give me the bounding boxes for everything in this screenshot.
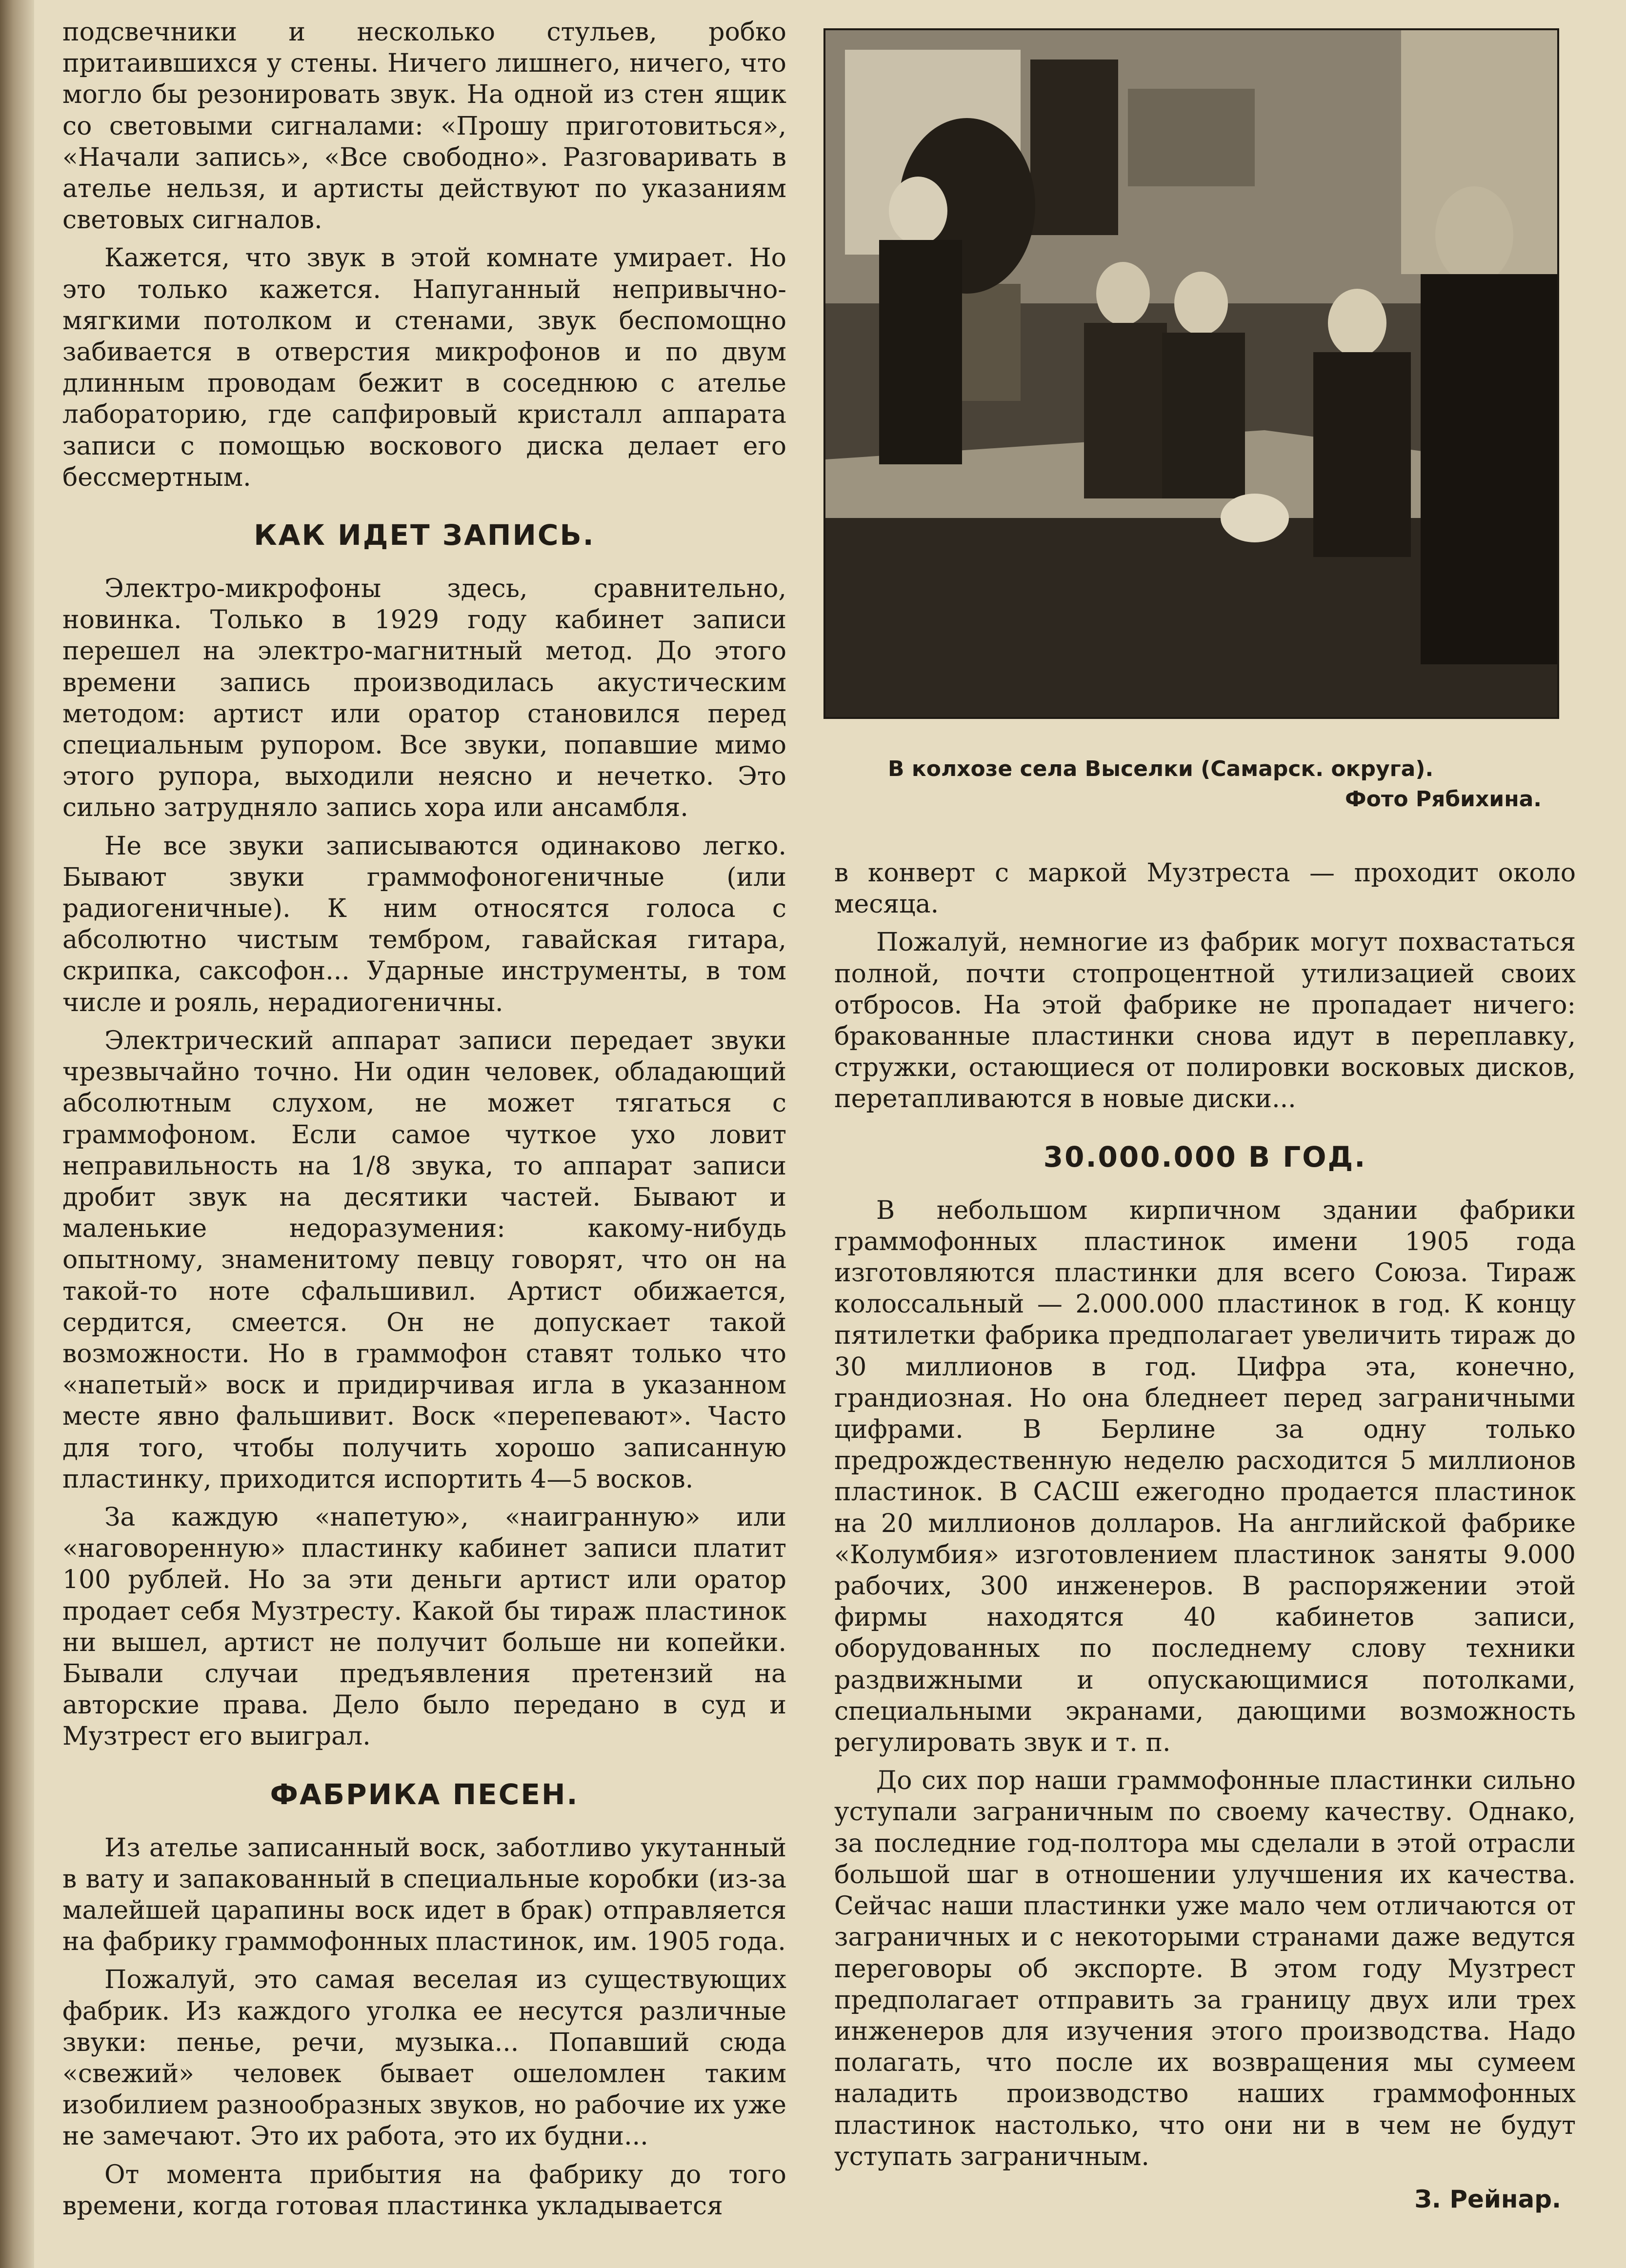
- section-heading: 30.000.000 В ГОД.: [1043, 1140, 1367, 1174]
- paragraph: в конверт с маркой Музтреста — проходит около месяца.: [834, 858, 1576, 919]
- paragraph: От момента прибытия на фабрику до того времени, когда готовая пластинка укладывается: [62, 2160, 786, 2221]
- paragraph: Электрический аппарат записи передает звуки чрезвычайно точно. Ни один человек, обладающий абсолютным слухом, не может тягаться с граммофоном. Если самое чуткое ухо ловит неправильность на 1/8 звука, то аппарат записи дробит звук на десятики частей. Бывают и маленькие недоразумения: какому-нибудь опытному, знаменитому певцу говорят, что он на такой-то ноте сфальшивил. Артист обижается, сердится, смеется. Он не допускает такой возможности. Но в граммофон ставят только что «напетый» воск и придирчивая игла в указанном месте явно фальшивит. Воск «перепевают». Часто для того, чтобы получить хорошо записанную пластинку, приходится испортить 4—5 восков.: [62, 1026, 786, 1494]
- paragraph: За каждую «напетую», «наигранную» или «наговоренную» пластинку кабинет записи платит 100 рублей. Но за эти деньги артист или оратор продает себя Музтресту. Какой бы тираж пластинок ни вышел, артист не получит больше ни копейки. Бывали случаи предъявления претензий на авторские права. Дело было передано в суд и Музтрест его выиграл.: [62, 1502, 786, 1751]
- photo-caption: [888, 754, 1542, 815]
- section-heading: ФАБРИКА ПЕСЕН.: [270, 1777, 579, 1811]
- paragraph: Из ателье записанный воск, заботливо укутанный в вату и запакованный в специальные коробки (из-за малейшей царапины воск идет в брак) отправляется на фабрику граммофонных пластинок, им. 1905 года.: [62, 1833, 786, 1957]
- paragraph: Не все звуки записываются одинаково легко. Бывают звуки граммофоногеничные (или радиогеничные). К ним относятся голоса с абсолютно чистым тембром, гавайская гитара, скрипка, саксофон... Ударные инструменты, в том числе и рояль, нерадиогеничны.: [62, 831, 786, 1017]
- caption-text: В колхозе села Выселки (Самарск. округа).: [888, 756, 1434, 781]
- author-signature: З. Рейнар.: [1414, 2185, 1561, 2213]
- photo-credit: Фото Рябихина.: [1345, 787, 1542, 812]
- photo-illustration: [825, 30, 1557, 717]
- paragraph: Электро-микрофоны здесь, сравнительно, новинка. Только в 1929 году кабинет записи перешел на электро-магнитный метод. До этого времени запись производилась акустическим методом: артист или оратор становился перед специальным рупором. Все звуки, попавшие мимо этого рупора, выходили неясно и нечетко. Это сильно затрудняло запись хора или ансамбля.: [62, 574, 786, 823]
- paragraph: Пожалуй, это самая веселая из существующих фабрик. Из каждого уголка ее несутся различные звуки: пенье, речи, музыка... Попавший сюда «свежий» человек бывает ошеломлен таким изобилием разнообразных звуков, но рабочие их уже не замечают. Это их работа, это их будни...: [62, 1965, 786, 2151]
- paragraph: подсвечники и несколько стульев, робко притаившихся у стены. Ничего лишнего, ничего, что могло бы резонировать звук. На одной из стен ящик со световыми сигналами: «Прошу приготовиться», «Начали запись», «Все свободно». Разговаривать в ателье нельзя, и артисты действуют по указаниям световых сигналов.: [62, 18, 786, 235]
- binding-edge: [0, 0, 34, 2268]
- right-column: [834, 857, 1576, 2213]
- kolkhoz-photo: [823, 28, 1559, 719]
- left-column: [62, 17, 786, 2228]
- paragraph: Кажется, что звук в этой комнате умирает. Но это только кажется. Напуганный непривычно-мягкими потолком и стенами, звук беспомощно забивается в отверстия микрофонов и по двум длинным проводам бежит в соседнюю с ателье лабораторию, где сапфировый кристалл аппарата записи с помощью воскового диска делает его бессмертным.: [62, 243, 786, 492]
- paragraph: Пожалуй, немногие из фабрик могут похвастаться полной, почти стопроцентной утилизацией своих отбросов. На этой фабрике не пропадает ничего: бракованные пластинки снова идут в переплавку, стружки, остающиеся от полировки восковых дисков, перетапливаются в новые диски...: [834, 928, 1576, 1114]
- paragraph: До сих пор наши граммофонные пластинки сильно уступали заграничным по своему качеству. Однако, за последние год-полтора мы сделали в этой отрасли большой шаг в отношении улучшения их качества. Сейчас наши пластинки уже мало чем отличаются от заграничных и с некоторыми странами даже ведутся переговоры об экспорте. В этом году Музтрест предполагает отправить за границу двух или трех инженеров для изучения этого производства. Надо полагать, что после их возвращения мы сумеем наладить производство наших граммофонных пластинок настолько, что они ни в чем не будут уступать заграничным.: [834, 1766, 1576, 2171]
- section-heading: КАК ИДЕТ ЗАПИСЬ.: [254, 518, 595, 552]
- paragraph: В небольшом кирпичном здании фабрики граммофонных пластинок имени 1905 года изготовляются пластинки для всего Союза. Тираж колоссальный — 2.000.000 пластинок в год. К концу пятилетки фабрика предполагает увеличить тираж до 30 миллионов в год. Цифра эта, конечно, грандиозная. Но она бледнеет перед заграничными цифрами. В Берлине за одну только предрождественную неделю расходится 5 миллионов пластинок. В САСШ ежегодно продается пластинок на 20 миллионов долларов. На английской фабрике «Колумбия» изготовлением пластинок заняты 9.000 рабочих, 300 инженеров. В распоряжении этой фирмы находятся 40 кабинетов записи, оборудованных по последнему слову техники раздвижными и опускающимися потолками, специальными экранами, дающими возможность регулировать звук и т. п.: [834, 1195, 1576, 1758]
